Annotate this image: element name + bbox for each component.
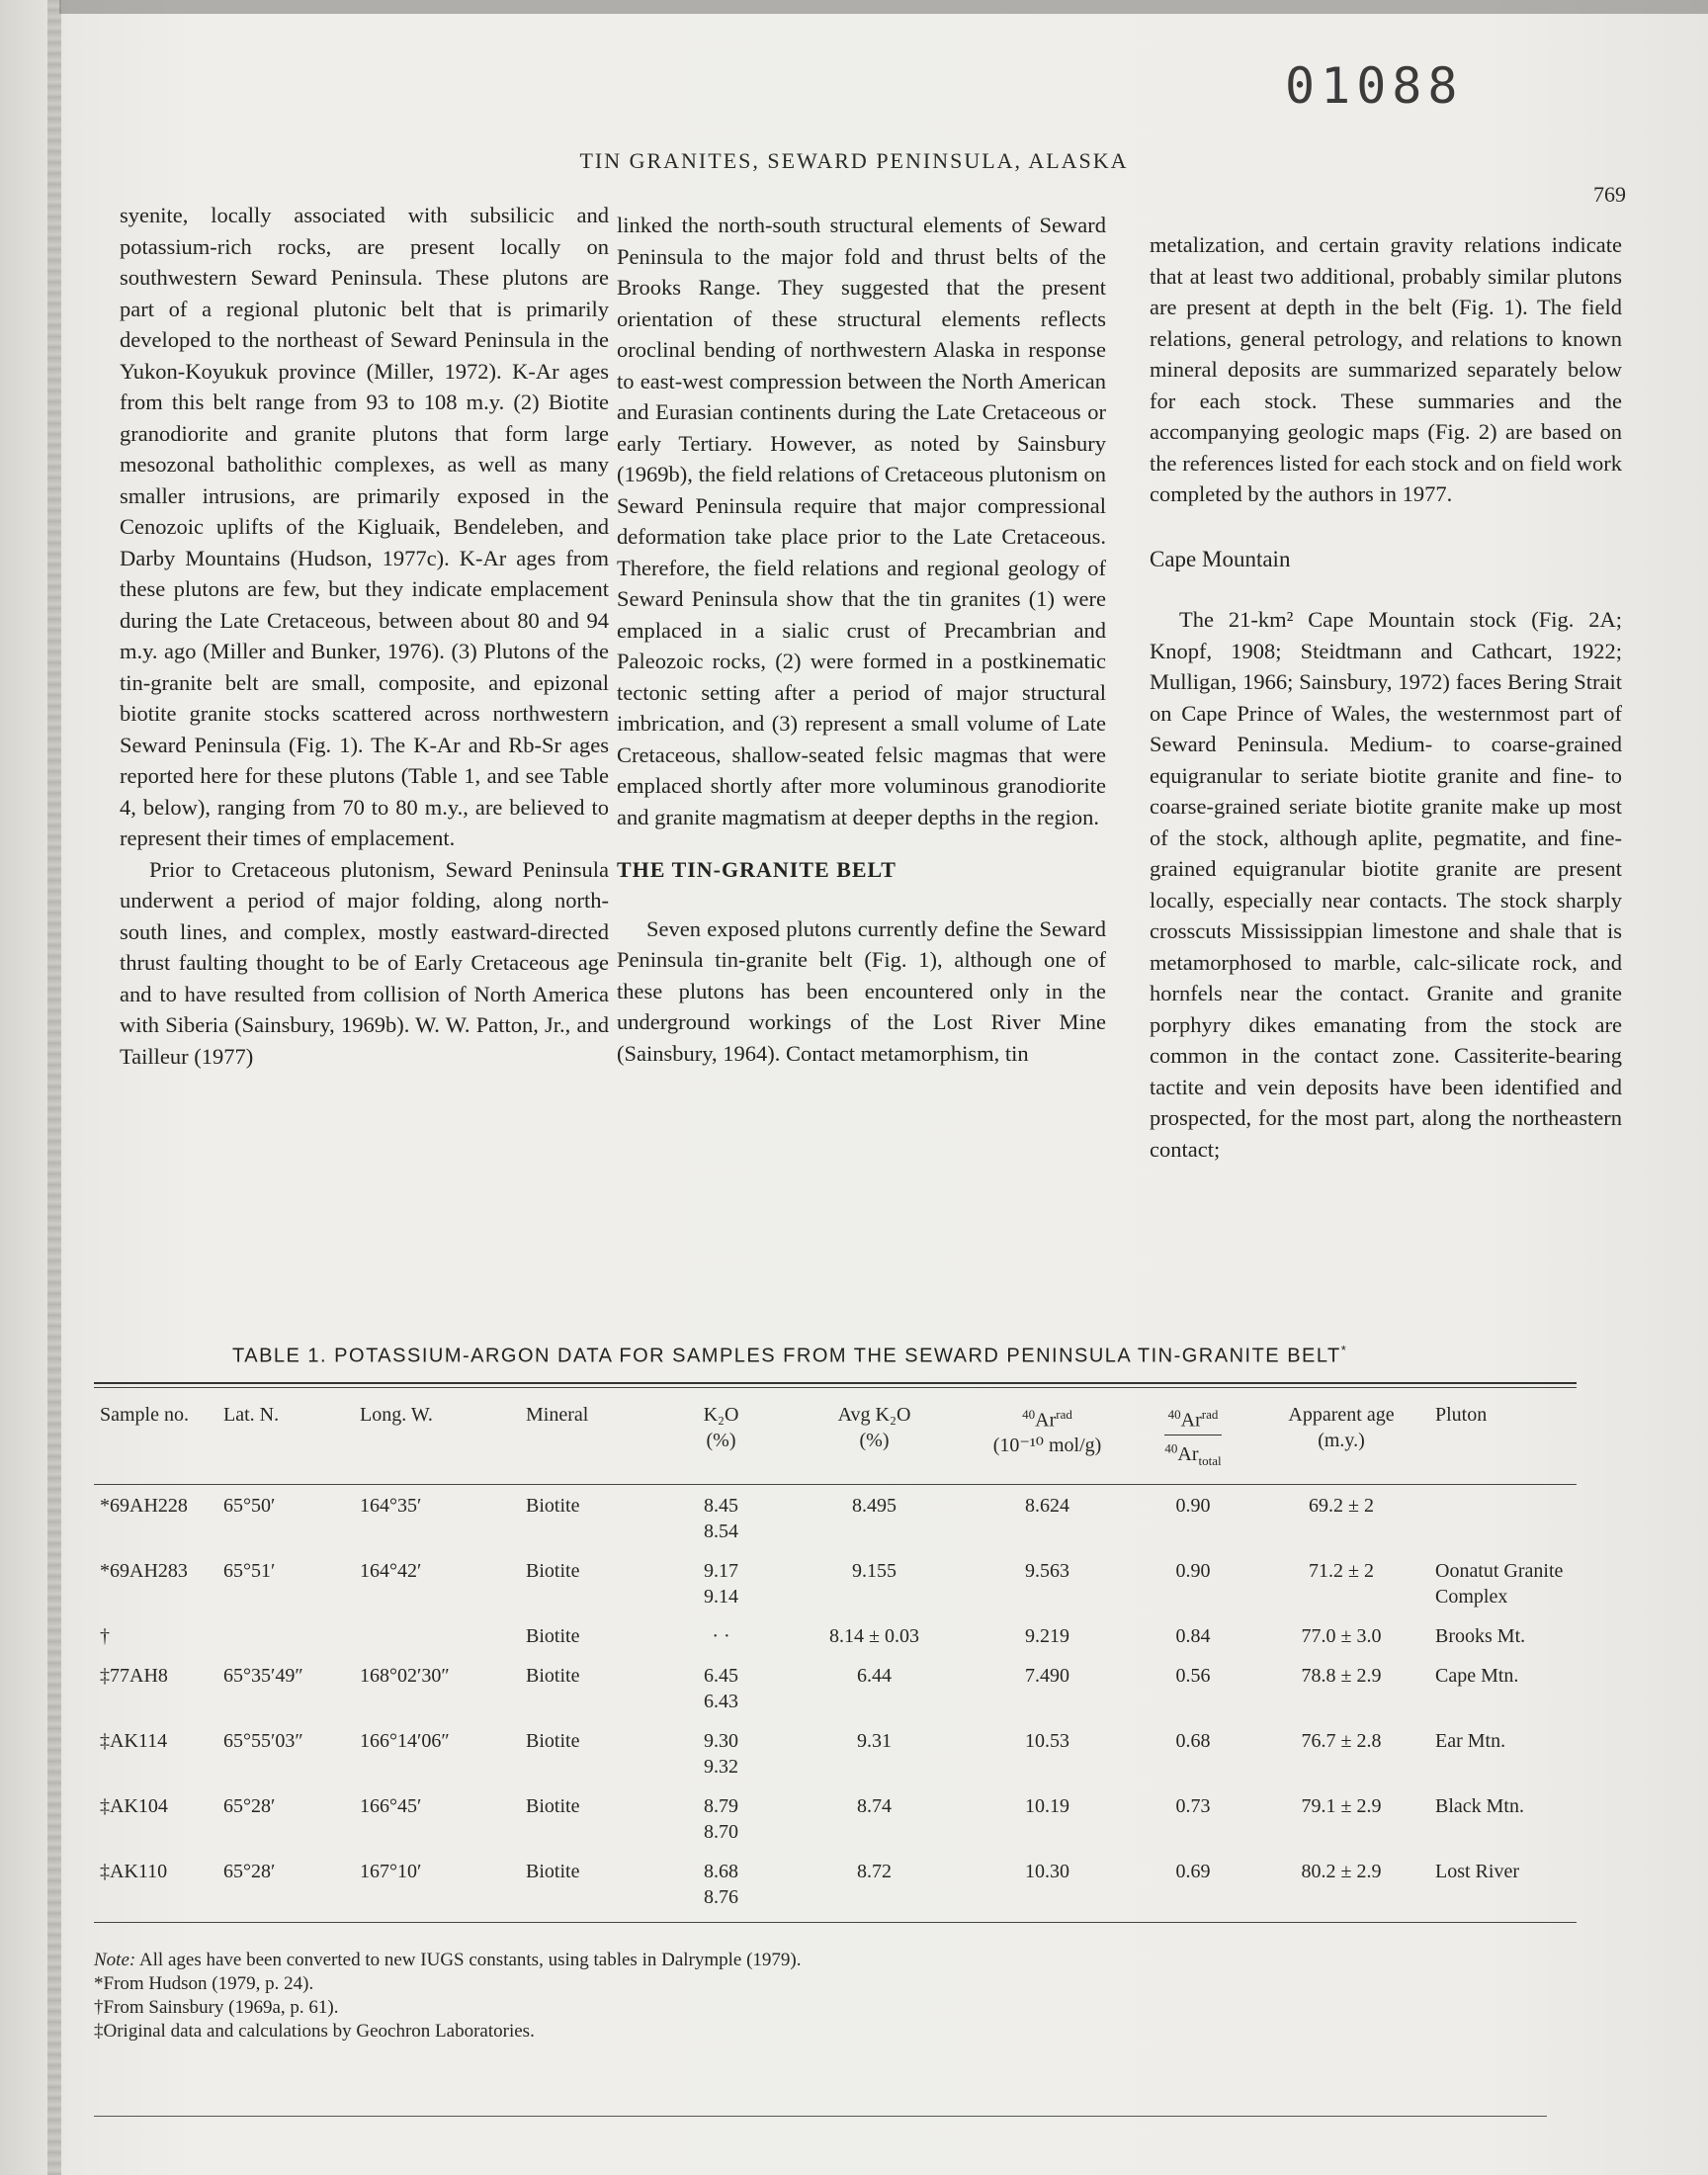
ar-ratio-numerator	[1164, 1402, 1221, 1436]
cell-avg-k2o: 6.44	[857, 1664, 892, 1687]
cell-k2o	[653, 1655, 787, 1720]
cell-ar-rad: 8.624	[1025, 1494, 1069, 1517]
col-header-ar-ratio	[1133, 1388, 1251, 1484]
paragraph: The 21-km² Cape Mountain stock (Fig. 2A; Knopf, 1908; Steidtmann and Cathcart, 1922; Mulligan, 1966; Sainsbury, 1972) faces Bering Strait on Cape Prince of Wales, the westernmost part of Seward Peninsula. Medium- to coarse-grained equigranular to seriate biotite granite and fine- to coarse-grained seriate biotite granite make up most of the stock, although aplite, pegmatite, and fine-grained equigranular biotite granite are present locally, especially near contacts. The stock sharply crosscuts Mississippian limestone and shale that is metamorphosed to marble, calc-silicate rock, and hornfels near the contact. Granite and granite porphyry dikes emanating from the stock are common in the contact zone. Cassiterite-bearing tactite and vein deposits have been identified and prospected, for the most part, along the northeastern contact;	[1150, 607, 1622, 1162]
cell-avg-k2o: 9.155	[852, 1559, 897, 1582]
cell-age: 79.1 ± 2.9	[1301, 1794, 1382, 1817]
cell-ar-ratio: 0.90	[1175, 1559, 1211, 1582]
cell-sample: *69AH228	[100, 1494, 188, 1517]
k2o-value: 8.79	[704, 1794, 738, 1817]
ratio-bot-sup: 40	[1164, 1440, 1178, 1456]
col-header-lat: Lat. N.	[223, 1403, 280, 1426]
k2o-value: 9.32	[704, 1755, 738, 1778]
avg-k2o-label: Avg K₂O	[837, 1403, 911, 1426]
table-row	[94, 1485, 1577, 1550]
page-number: 769	[1593, 182, 1626, 207]
subsection-heading: Cape Mountain	[1150, 546, 1291, 571]
cell-pluton: Brooks Mt.	[1435, 1624, 1526, 1647]
cell-ar-rad: 10.53	[1025, 1729, 1069, 1752]
table-row	[94, 1851, 1577, 1916]
col-header-pluton: Pluton	[1435, 1403, 1488, 1426]
cell-long: 166°14′06″	[360, 1729, 450, 1752]
table-title-text: TABLE 1. POTASSIUM-ARGON DATA FOR SAMPLES FROM THE SEWARD PENINSULA TIN-GRANITE BELT	[232, 1345, 1341, 1367]
k2o-value: 8.76	[704, 1885, 738, 1908]
page-bottom-rule	[94, 2116, 1547, 2117]
text-column-2	[617, 210, 1106, 1069]
cell-age: 80.2 ± 2.9	[1301, 1860, 1382, 1882]
k2o-value: 6.45	[704, 1664, 738, 1687]
k2o-value: 9.14	[704, 1585, 738, 1608]
cell-mineral: Biotite	[526, 1794, 580, 1817]
cell-lat: 65°28′	[223, 1860, 276, 1882]
avg-k2o-unit: (%)	[859, 1429, 890, 1451]
paragraph: Prior to Cretaceous plutonism, Seward Peninsula underwent a period of major folding, along north-south lines, and complex, mostly eastward-directed thrust faulting thought to be of Early Cretaceous age and to have resulted from collision of North America with Siberia (Sainsbury, 1969b). W. W. Patton, Jr., and Tailleur (1977)	[120, 856, 609, 1069]
cell-k2o	[653, 1851, 787, 1916]
k2o-value: 8.68	[704, 1860, 738, 1882]
ar-rad-tag: rad	[1056, 1406, 1072, 1422]
cell-long: 168°02′30″	[360, 1664, 450, 1687]
ratio-bot-tag: total	[1198, 1452, 1222, 1468]
col-header-long: Long. W.	[360, 1403, 433, 1426]
cell-avg-k2o: 8.72	[857, 1860, 892, 1882]
cell-k2o	[653, 1720, 787, 1785]
ar-rad-label: Ar	[1035, 1409, 1057, 1432]
table-title	[232, 1343, 1577, 1368]
cell-age: 71.2 ± 2	[1309, 1559, 1374, 1582]
table-row	[94, 1655, 1577, 1720]
note-text: All ages have been converted to new IUGS constants, using tables in Dalrymple (1979).	[138, 1949, 802, 1970]
table-row	[94, 1615, 1577, 1655]
cell-pluton: Cape Mtn.	[1435, 1664, 1519, 1687]
cell-sample: ‡AK104	[100, 1794, 168, 1817]
k2o-value: 8.54	[704, 1520, 738, 1542]
k2o-label: K₂O	[703, 1403, 739, 1426]
cell-long: 164°35′	[360, 1494, 422, 1517]
cell-long: 166°45′	[360, 1794, 422, 1817]
paragraph: Seven exposed plutons currently define the Seward Peninsula tin-granite belt (Fig. 1), although one of these plutons has been encountered only in the underground workings of the Lost River Mine (Sainsbury, 1964). Contact metamorphism, tin	[617, 915, 1106, 1066]
cell-pluton: Lost River	[1435, 1860, 1519, 1882]
col-header-k2o	[653, 1388, 787, 1484]
table-body	[94, 1485, 1577, 1916]
table-top-rule	[94, 1382, 1577, 1384]
potassium-argon-table	[94, 1388, 1577, 1916]
text-column-3	[1150, 229, 1622, 1165]
col-header-sample: Sample no.	[100, 1403, 189, 1426]
cell-mineral: Biotite	[526, 1860, 580, 1882]
cell-mineral: Biotite	[526, 1624, 580, 1647]
cell-ar-ratio: 0.69	[1175, 1860, 1211, 1882]
cell-lat: 65°50′	[223, 1494, 276, 1517]
cell-k2o	[653, 1550, 787, 1615]
cell-sample: ‡AK114	[100, 1729, 168, 1752]
cell-age: 76.7 ± 2.8	[1301, 1729, 1382, 1752]
ratio-bot: Ar	[1177, 1442, 1199, 1465]
paragraph: syenite, locally associated with subsilicic and potassium-rich rocks, are present locally on southwestern Seward Peninsula. These plutons are part of a regional plutonic belt that is primarily developed to the northeast of Seward Peninsula in the Yukon-Koyukuk province (Miller, 1972). K-Ar ages from this belt range from 93 to 108 m.y. (2) Biotite granodiorite and granite plutons that form large mesozonal batholithic complexes, as well as many smaller intrusions, are primarily exposed in the Cenozoic uplifts of the Kigluaik, Bendeleben, and Darby Mountains (Hudson, 1977c). K-Ar ages from these plutons are few, but they indicate emplacement during the Late Cretaceous, between about 80 and 94 m.y. ago (Miller and Bunker, 1976). (3) Plutons of the tin-granite belt are small, composite, and epizonal biotite granite stocks scattered across northwestern Seward Peninsula (Fig. 1). The K-Ar and Rb-Sr ages reported here for these plutons (Table 1, and see Table 4, below), ranging from 70 to 80 m.y., are believed to represent their times of emplacement.	[120, 203, 609, 850]
cell-k2o	[653, 1485, 787, 1550]
table-row	[94, 1785, 1577, 1851]
cell-ar-ratio: 0.68	[1175, 1729, 1211, 1752]
cell-age: 77.0 ± 3.0	[1301, 1624, 1382, 1647]
ar-rad-unit: (10⁻¹⁰ mol/g)	[992, 1435, 1102, 1457]
table-1	[94, 1343, 1577, 2044]
footnote-2: †From Sainsbury (1969a, p. 61).	[94, 1996, 339, 2018]
cell-ar-rad: 9.219	[1025, 1624, 1069, 1647]
cell-pluton: Ear Mtn.	[1435, 1729, 1506, 1752]
age-unit: (m.y.)	[1318, 1429, 1365, 1451]
cell-avg-k2o: 8.74	[857, 1794, 892, 1817]
cell-avg-k2o: 9.31	[857, 1729, 892, 1752]
cell-k2o	[653, 1615, 787, 1655]
age-label: Apparent age	[1288, 1403, 1395, 1426]
k2o-value: 9.30	[704, 1729, 738, 1752]
scan-left-edge	[47, 0, 61, 2175]
cell-age: 69.2 ± 2	[1309, 1494, 1374, 1517]
cell-lat: 65°28′	[223, 1794, 276, 1817]
cell-ar-rad: 10.30	[1025, 1860, 1069, 1882]
ar-rad-sup: 40	[1022, 1406, 1036, 1422]
cell-long: 167°10′	[360, 1860, 422, 1882]
cell-pluton: Oonatut Granite Complex	[1435, 1559, 1564, 1608]
cell-ar-ratio: 0.56	[1175, 1664, 1211, 1687]
cell-mineral: Biotite	[526, 1664, 580, 1687]
col-header-age	[1251, 1388, 1429, 1484]
cell-sample: †	[100, 1624, 110, 1647]
cell-sample: *69AH283	[100, 1559, 188, 1582]
ratio-top-sup: 40	[1167, 1406, 1181, 1422]
section-heading: THE TIN-GRANITE BELT	[617, 857, 897, 882]
ar-ratio-denominator	[1164, 1440, 1222, 1468]
cell-ar-ratio: 0.73	[1175, 1794, 1211, 1817]
note-label: Note:	[94, 1949, 136, 1970]
cell-long	[354, 1615, 520, 1655]
k2o-value: 6.43	[704, 1690, 738, 1712]
cell-mineral: Biotite	[526, 1494, 580, 1517]
table-bottom-rule	[94, 1922, 1577, 1923]
cell-pluton: Black Mtn.	[1435, 1794, 1524, 1817]
cell-ar-ratio: 0.84	[1175, 1624, 1211, 1647]
table-header-row	[94, 1388, 1577, 1484]
table-row	[94, 1720, 1577, 1785]
table-note	[94, 1949, 1577, 1972]
col-header-avg-k2o	[787, 1388, 960, 1484]
cell-ar-rad: 7.490	[1025, 1664, 1069, 1687]
cell-mineral: Biotite	[526, 1729, 580, 1752]
k2o-value: 9.17	[704, 1559, 738, 1582]
cell-lat: 65°51′	[223, 1559, 276, 1582]
cell-sample: ‡AK110	[100, 1860, 168, 1882]
cell-long: 164°42′	[360, 1559, 422, 1582]
col-header-mineral: Mineral	[526, 1403, 589, 1426]
cell-lat	[217, 1615, 354, 1655]
cell-ar-ratio: 0.90	[1175, 1494, 1211, 1517]
k2o-value: · ·	[712, 1624, 730, 1647]
page-stamp-number: 01088	[1285, 57, 1464, 115]
cell-ar-rad: 9.563	[1025, 1559, 1069, 1582]
cell-mineral: Biotite	[526, 1559, 580, 1582]
table-footnotes	[94, 1949, 1577, 2044]
ar-ratio-fraction	[1164, 1402, 1221, 1474]
col-header-ar-rad	[960, 1388, 1133, 1484]
cell-ar-rad: 10.19	[1025, 1794, 1069, 1817]
ratio-top-tag: rad	[1201, 1406, 1219, 1422]
text-column-1	[120, 200, 609, 1072]
cell-lat: 65°55′03″	[223, 1729, 303, 1752]
running-head: TIN GRANITES, SEWARD PENINSULA, ALASKA	[579, 148, 1129, 173]
cell-avg-k2o: 8.495	[852, 1494, 897, 1517]
cell-avg-k2o: 8.14 ± 0.03	[829, 1624, 919, 1647]
paragraph: linked the north-south structural elements of Seward Peninsula to the major fold and thrust belts of the Brooks Range. They suggested that the present orientation of these structural elements reflects oroclinal bending of northwestern Alaska in response to east-west compression between the North American and Eurasian continents during the Late Cretaceous or early Tertiary. However, as noted by Sainsbury (1969b), the field relations of Cretaceous plutonism on Seward Peninsula require that major compressional deformation take place prior to the Late Cretaceous. Therefore, the field relations and regional geology of Seward Peninsula show that the tin granites (1) were emplaced in a sialic crust of Precambrian and Paleozoic rocks, (2) were formed in a postkinematic tectonic setting after a period of major structural imbrication, and (3) represent a small volume of Late Cretaceous, shallow-seated felsic magmas that were emplaced shortly after more voluminous granodiorite and granite magmatism at deeper depths in the region.	[617, 213, 1106, 829]
footnote-1: *From Hudson (1979, p. 24).	[94, 1972, 314, 1994]
cell-k2o	[653, 1785, 787, 1851]
scan-top-edge	[59, 0, 1708, 14]
paragraph: metalization, and certain gravity relations indicate that at least two additional, probably similar plutons are present at depth in the belt (Fig. 1). The field relations, general petrology, and relations to known mineral deposits are summarized separately below for each stock. These summaries and the accompanying geologic maps (Fig. 2) are based on the references listed for each stock and on field work completed by the authors in 1977.	[1150, 232, 1622, 506]
ratio-top: Ar	[1180, 1409, 1202, 1432]
cell-lat: 65°35′49″	[223, 1664, 303, 1687]
cell-pluton	[1429, 1485, 1577, 1550]
k2o-unit: (%)	[706, 1429, 736, 1451]
k2o-value: 8.45	[704, 1494, 738, 1517]
cell-age: 78.8 ± 2.9	[1301, 1664, 1382, 1687]
table-title-mark: *	[1340, 1343, 1348, 1357]
footnote-3: ‡Original data and calculations by Geochron Laboratories.	[94, 2020, 535, 2042]
k2o-value: 8.70	[704, 1820, 738, 1843]
table-row	[94, 1550, 1577, 1615]
cell-sample: ‡77AH8	[100, 1664, 168, 1687]
